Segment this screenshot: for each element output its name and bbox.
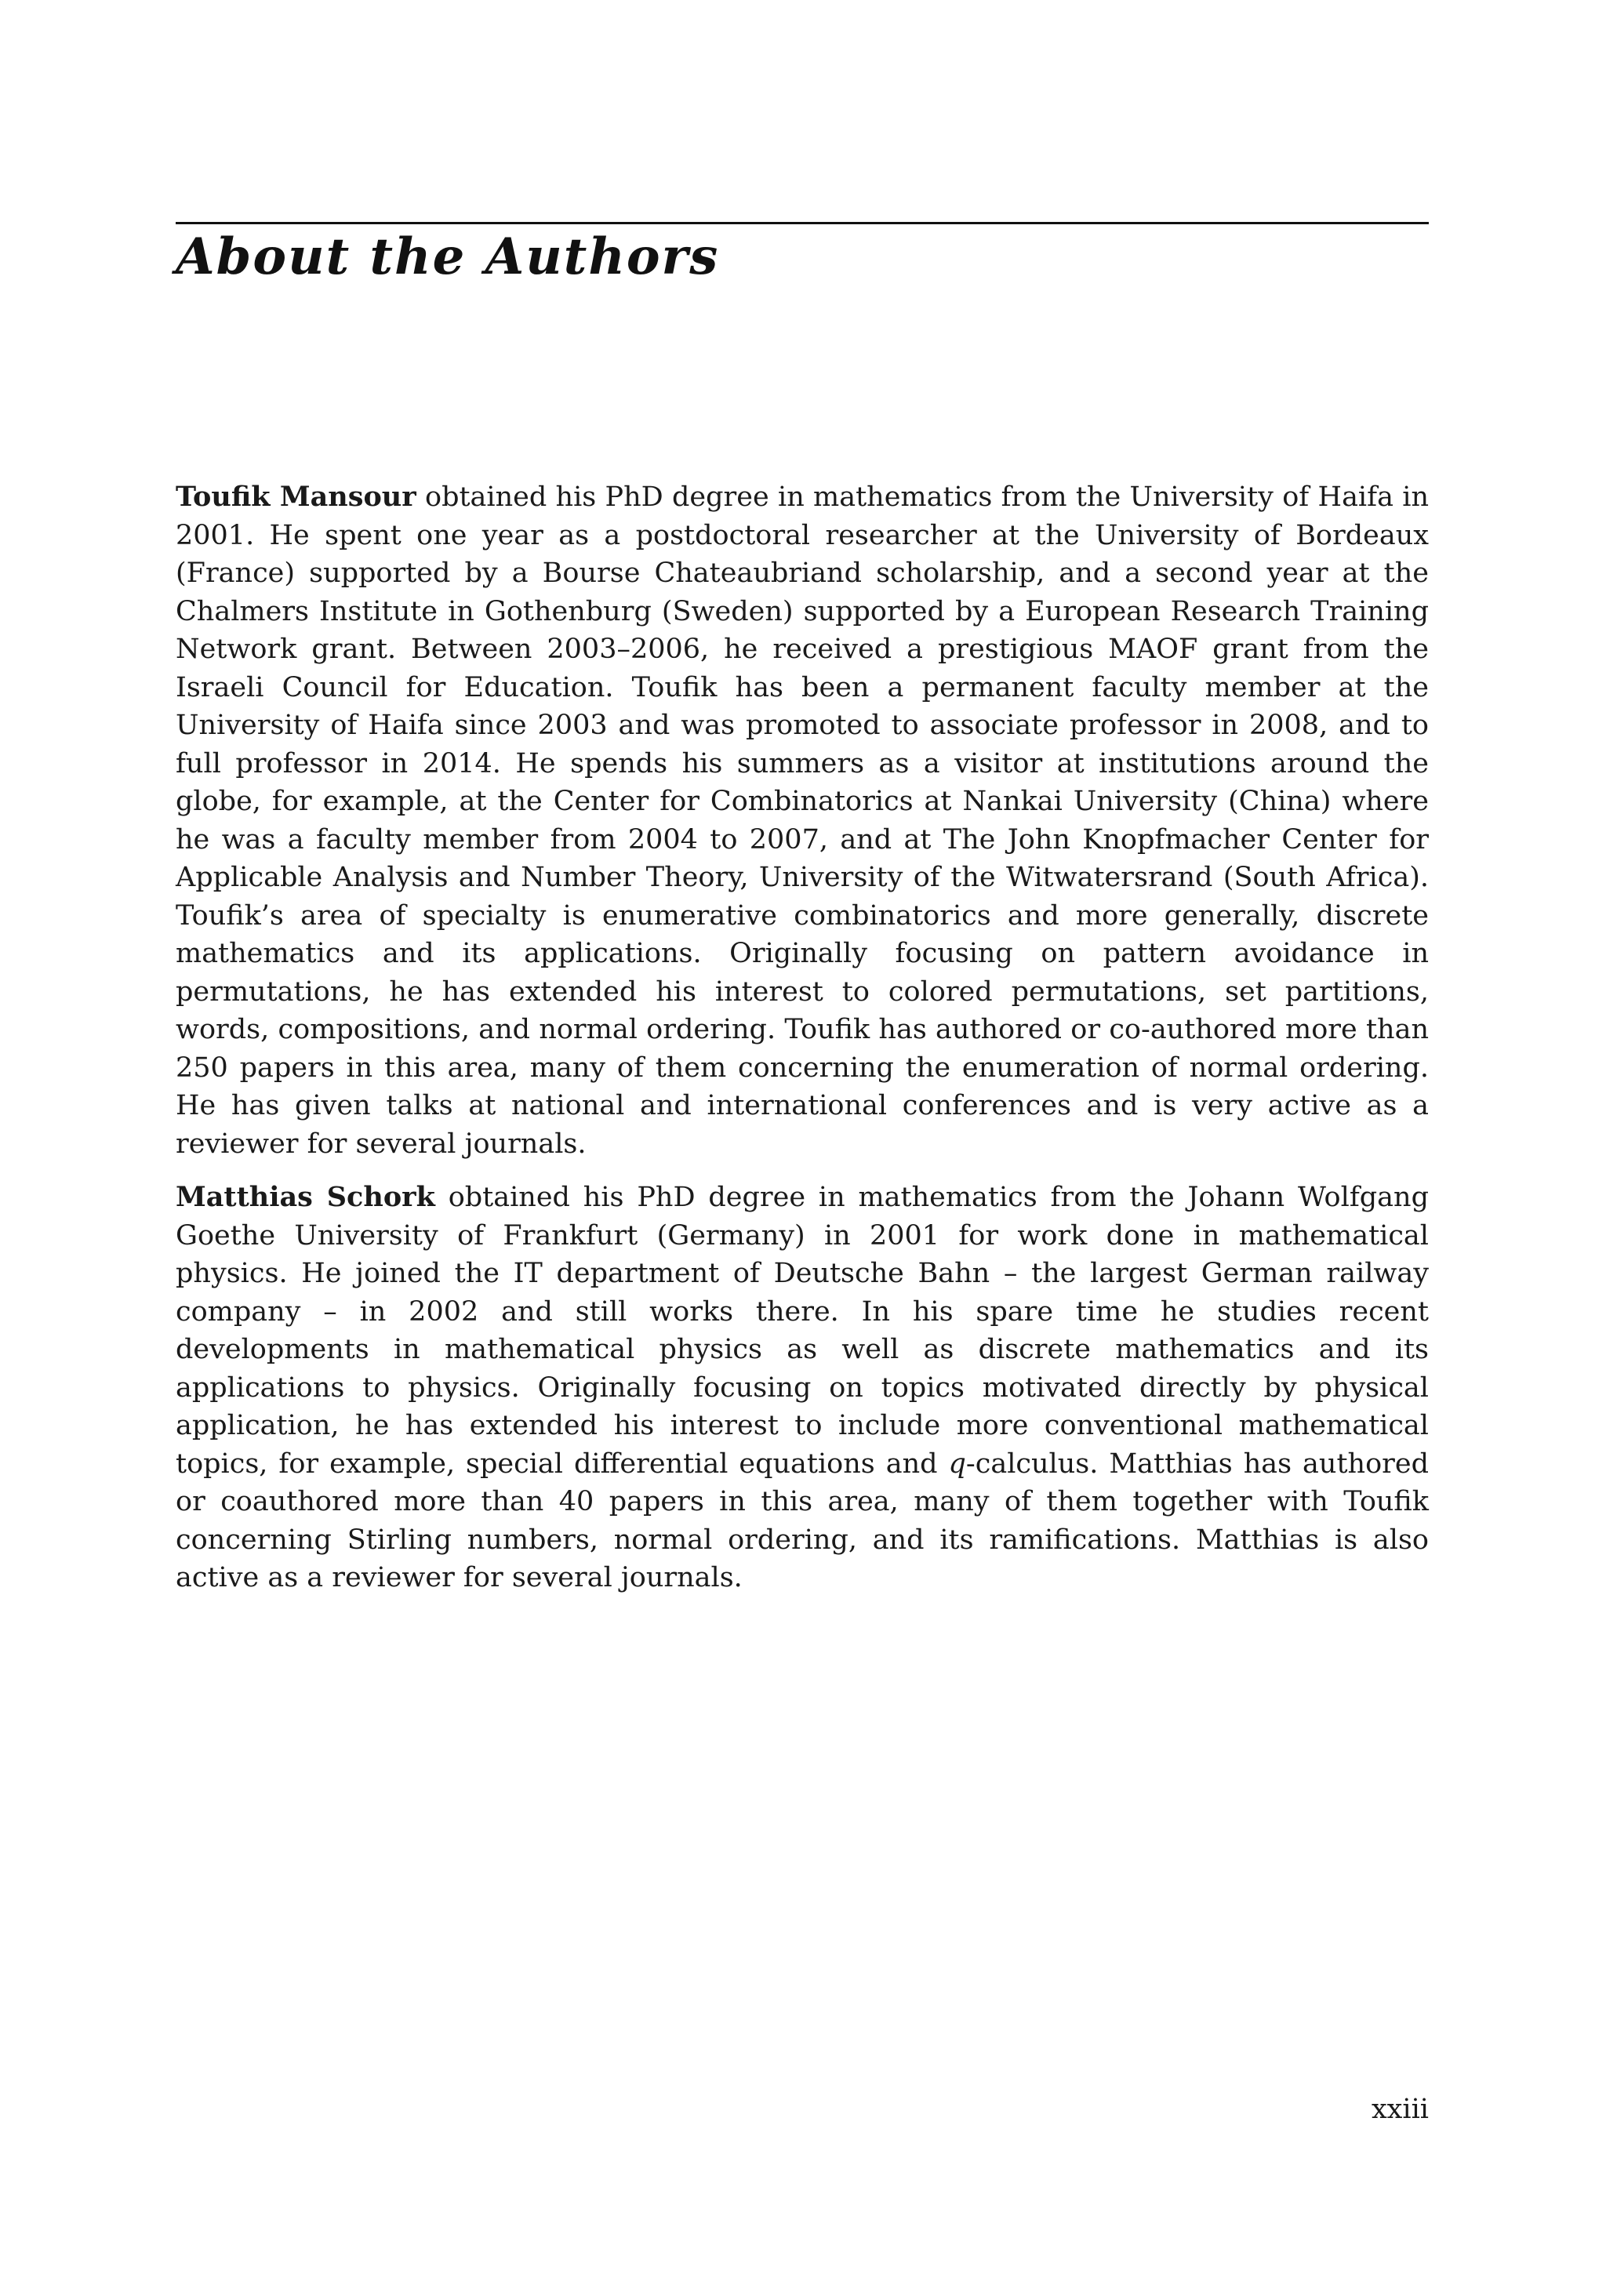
page-number: xxiii — [1371, 2094, 1429, 2125]
author-name-mansour: Toufik Mansour — [176, 481, 416, 513]
bio-paragraph-schork — [176, 1179, 1429, 1597]
bio-text-schork-part2: -calculus. Matthias has authored or coauthored more than 40 papers in this area, many of them together with Toufik concerning Stirling numbers, normal ordering, and its ramifications. Matthias is also active as a reviewer for several journals. — [176, 1448, 1429, 1593]
author-name-schork: Matthias Schork — [176, 1181, 435, 1213]
chapter-title: About the Authors — [176, 227, 720, 286]
bio-paragraph-mansour — [176, 478, 1429, 1163]
bio-text-mansour: obtained his PhD degree in mathematics from the University of Haifa in 2001. He spent one year as a postdoctoral researcher at the University of Bordeaux (France) supported by a Bourse Chateaubriand scholarship, and a second year at the Chalmers Institute in Gothenburg (Sweden) supported by a European Research Training Network grant. Between 2003–2006, he received a prestigious MAOF grant from the Israeli Council for Education. Toufik has been a permanent faculty member at the University of Haifa since 2003 and was promoted to associate professor in 2008, and to full professor in 2014. He spends his summers as a visitor at institutions around the globe, for example, at the Center for Combinatorics at Nankai University (China) where he was a faculty member from 2004 to 2007, and at The John Knopfmacher Center for Applicable Analysis and Number Theory, University of the Witwatersrand (South Africa). Toufik’s area of specialty is enumerative combinatorics and more generally, discrete mathematics and its applications. Originally focusing on pattern avoidance in permutations, he has extended his interest to colored permutations, set partitions, words, compositions, and normal ordering. Toufik has authored or co-authored more than 250 papers in this area, many of them concerning the enumeration of normal ordering. He has given talks at national and international conferences and is very active as a reviewer for several journals. — [176, 481, 1429, 1160]
math-variable-q: q — [948, 1448, 966, 1480]
chapter-rule — [176, 222, 1429, 224]
bio-text-schork-part1: obtained his PhD degree in mathematics from the Johann Wolfgang Goethe University of Frankfurt (Germany) in 2001 for work done in mathematical physics. He joined the IT department of Deutsche Bahn – the largest German railway company – in 2002 and still works there. In his spare time he studies recent developments in mathematical physics as well as discrete mathematics and its applications to physics. Originally focusing on topics motivated directly by physical application, he has extended his interest to include more conventional mathematical topics, for example, special differential equations and — [176, 1182, 1429, 1480]
author-bios — [176, 478, 1429, 1613]
